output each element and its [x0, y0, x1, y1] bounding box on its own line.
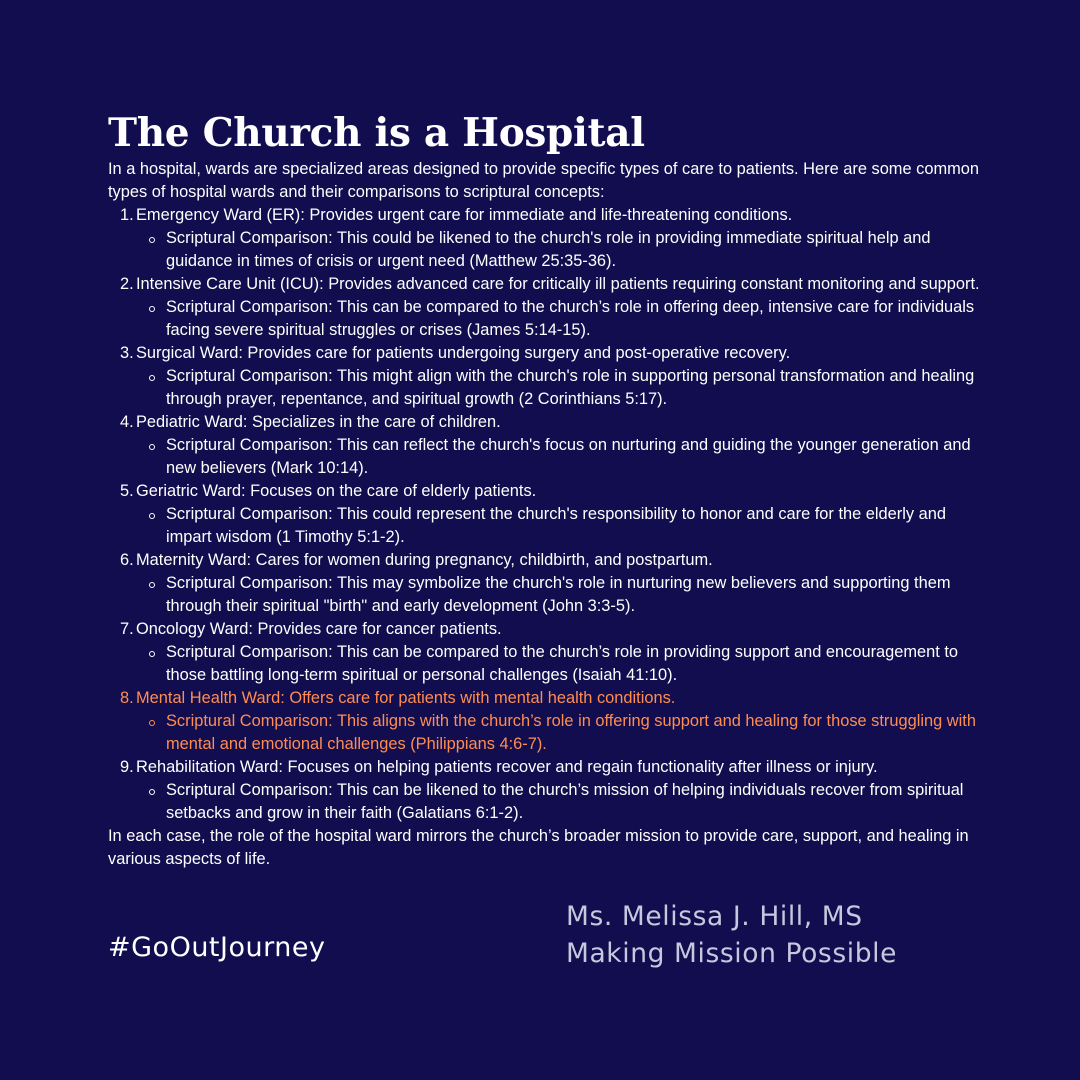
- ward-item-icu: [108, 273, 980, 342]
- article-body: [108, 158, 980, 871]
- ward-list: [108, 204, 980, 825]
- comparison-list: [136, 710, 980, 756]
- comparison-text: Scriptural Comparison: This can be compared to the church’s role in offering deep, intensive care for individuals facing severe spiritual struggles or crises (James 5:14-15).: [166, 298, 975, 339]
- scriptural-comparison: [136, 227, 980, 273]
- comparison-list: [136, 434, 980, 480]
- ward-description: Pediatric Ward: Specializes in the care of children.: [136, 413, 501, 431]
- ward-number: 7.: [120, 620, 134, 638]
- author-name: Ms. Melissa J. Hill, MS: [566, 901, 863, 932]
- intro-paragraph: In a hospital, wards are specialized areas designed to provide specific types of care to patients. Here are some common types of hospital wards and their comparisons to scriptural concepts:: [108, 160, 979, 201]
- circle-bullet-icon: [149, 444, 155, 450]
- scriptural-comparison: [136, 710, 980, 756]
- ward-description: Maternity Ward: Cares for women during pregnancy, childbirth, and postpartum.: [136, 551, 713, 569]
- ward-number: 4.: [120, 413, 134, 431]
- comparison-list: [136, 779, 980, 825]
- ward-item-rehabilitation: [108, 756, 980, 825]
- comparison-list: [136, 572, 980, 618]
- ward-description: Surgical Ward: Provides care for patients undergoing surgery and post-operative recovery.: [136, 344, 791, 362]
- ward-item-maternity: [108, 549, 980, 618]
- circle-bullet-icon: [149, 513, 155, 519]
- ward-description: Mental Health Ward: Offers care for patients with mental health conditions.: [136, 689, 676, 707]
- author-tagline: Making Mission Possible: [566, 938, 897, 969]
- scriptural-comparison: [136, 365, 980, 411]
- ward-number: 8.: [120, 689, 134, 707]
- ward-number: 2.: [120, 275, 134, 293]
- ward-description: Geriatric Ward: Focuses on the care of elderly patients.: [136, 482, 537, 500]
- ward-number: 1.: [120, 206, 134, 224]
- scriptural-comparison: [136, 503, 980, 549]
- ward-description: Emergency Ward (ER): Provides urgent care for immediate and life-threatening conditions.: [136, 206, 793, 224]
- scriptural-comparison: [136, 572, 980, 618]
- ward-item-mental-health: [108, 687, 980, 756]
- circle-bullet-icon: [149, 237, 155, 243]
- scriptural-comparison: [136, 641, 980, 687]
- ward-number: 3.: [120, 344, 134, 362]
- scriptural-comparison: [136, 779, 980, 825]
- comparison-list: [136, 365, 980, 411]
- circle-bullet-icon: [149, 306, 155, 312]
- comparison-list: [136, 641, 980, 687]
- ward-item-oncology: [108, 618, 980, 687]
- closing-paragraph: In each case, the role of the hospital ward mirrors the church’s broader mission to provide care, support, and healing in various aspects of life.: [108, 827, 969, 868]
- ward-description: Intensive Care Unit (ICU): Provides advanced care for critically ill patients requiring constant monitoring and support.: [136, 275, 980, 293]
- comparison-list: [136, 227, 980, 273]
- hashtag: #GoOutJourney: [108, 932, 326, 963]
- ward-number: 6.: [120, 551, 134, 569]
- comparison-text: Scriptural Comparison: This may symbolize the church's role in nurturing new believers and supporting them through their spiritual "birth" and early development (John 3:3-5).: [166, 574, 951, 615]
- main-content: [108, 108, 980, 871]
- ward-description: Rehabilitation Ward: Focuses on helping patients recover and regain functionality after illness or injury.: [136, 758, 878, 776]
- circle-bullet-icon: [149, 720, 155, 726]
- ward-description: Oncology Ward: Provides care for cancer patients.: [136, 620, 502, 638]
- comparison-text: Scriptural Comparison: This could represent the church's responsibility to honor and care for the elderly and impart wisdom (1 Timothy 5:1-2).: [166, 505, 946, 546]
- ward-number: 5.: [120, 482, 134, 500]
- circle-bullet-icon: [149, 789, 155, 795]
- scriptural-comparison: [136, 434, 980, 480]
- comparison-text: Scriptural Comparison: This might align with the church's role in supporting personal transformation and healing through prayer, repentance, and spiritual growth (2 Corinthians 5:17).: [166, 367, 975, 408]
- ward-number: 9.: [120, 758, 134, 776]
- comparison-text: Scriptural Comparison: This aligns with the church’s role in offering support and healing for those struggling with mental and emotional challenges (Philippians 4:6-7).: [166, 712, 976, 753]
- circle-bullet-icon: [149, 375, 155, 381]
- scriptural-comparison: [136, 296, 980, 342]
- page-title: The Church is a Hospital: [108, 110, 645, 156]
- ward-item-emergency: [108, 204, 980, 273]
- circle-bullet-icon: [149, 582, 155, 588]
- comparison-list: [136, 296, 980, 342]
- circle-bullet-icon: [149, 651, 155, 657]
- comparison-list: [136, 503, 980, 549]
- comparison-text: Scriptural Comparison: This can be compared to the church’s role in providing support and encouragement to those battling long-term spiritual or personal challenges (Isaiah 41:10).: [166, 643, 959, 684]
- comparison-text: Scriptural Comparison: This can be likened to the church’s mission of helping individuals recover from spiritual setbacks and grow in their faith (Galatians 6:1-2).: [166, 781, 964, 822]
- signature-block: [566, 898, 897, 972]
- comparison-text: Scriptural Comparison: This can reflect the church's focus on nurturing and guiding the younger generation and new believers (Mark 10:14).: [166, 436, 971, 477]
- ward-item-geriatric: [108, 480, 980, 549]
- comparison-text: Scriptural Comparison: This could be likened to the church's role in providing immediate spiritual help and guidance in times of crisis or urgent need (Matthew 25:35-36).: [166, 229, 931, 270]
- ward-item-surgical: [108, 342, 980, 411]
- ward-item-pediatric: [108, 411, 980, 480]
